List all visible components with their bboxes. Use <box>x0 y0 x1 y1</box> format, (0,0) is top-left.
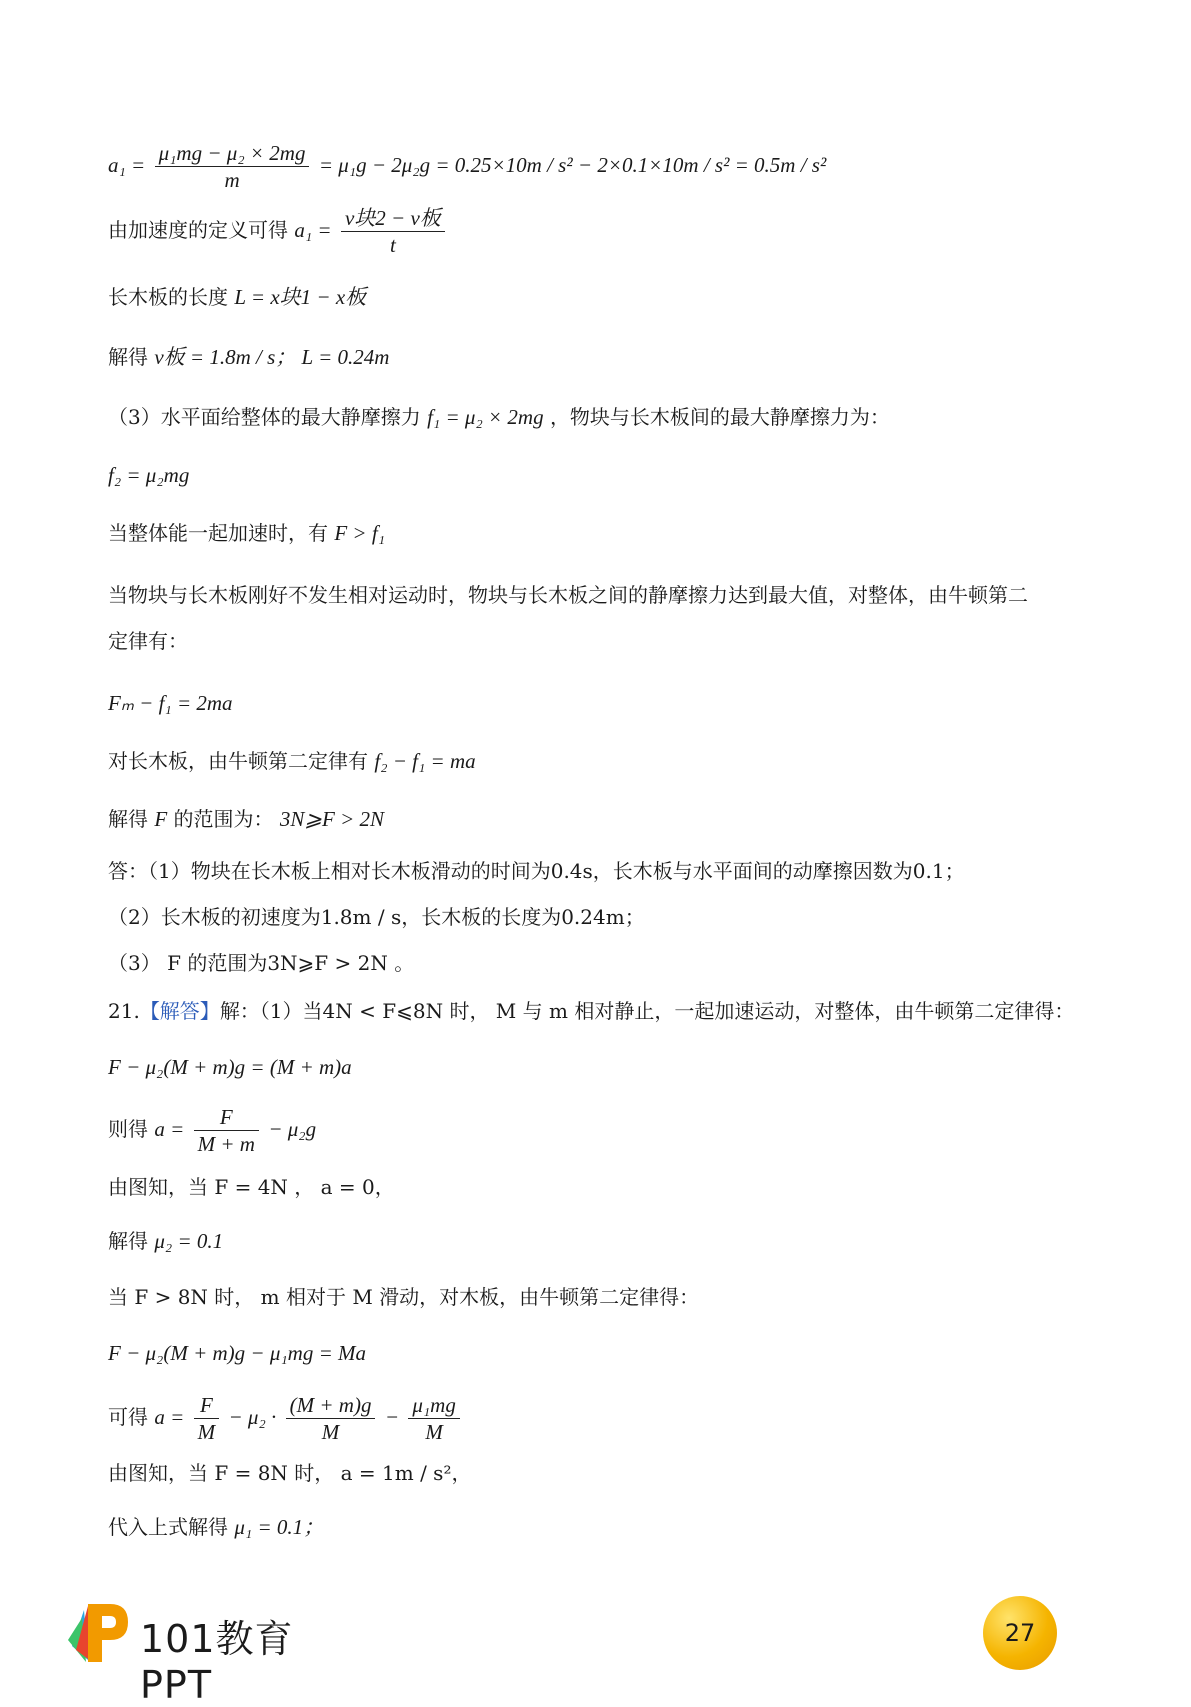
text: 当 F > 8N 时， m 相对于 M 滑动，对木板，由牛顿第二定律得： <box>108 1285 700 1309</box>
fraction-denominator: M + m <box>197 1132 255 1156</box>
fraction-numerator: v块2 − v板 <box>341 205 445 232</box>
math: L = x块1 − x板 <box>234 285 367 309</box>
text: （2）长木板的初速度为1.8m / s，长木板的长度为0.24m； <box>108 905 645 929</box>
fraction-denominator: m <box>224 168 240 192</box>
text: 定律有： <box>108 629 188 653</box>
fraction-numerator: μ₁mg − μ₂ × 2mg <box>155 140 310 167</box>
eq-lhs: a = <box>154 1117 185 1141</box>
math: v板 = 1.8m / s； L = 0.24m <box>154 345 390 369</box>
fraction-denominator: M <box>197 1420 216 1444</box>
equation-a1 <box>108 140 826 193</box>
text: 答：（1）物块在长木板上相对长木板滑动的时间为0.4s，长木板与水平面间的动摩擦因数为0.1； <box>108 859 965 883</box>
math: F > f₁ <box>334 521 385 545</box>
line-q21-mu2 <box>108 1226 223 1256</box>
logo-icon <box>64 1600 134 1666</box>
line-fm-equation <box>108 688 233 718</box>
logo-text: 101教育PPT <box>140 1617 294 1707</box>
line-q21-from-graph-2 <box>108 1458 471 1488</box>
text: 代入上式解得 <box>108 1515 228 1539</box>
line-q21-a <box>108 1104 316 1157</box>
fraction-numerator: (M + m)g <box>286 1392 376 1419</box>
fraction-numerator: μ₁mg <box>408 1392 460 1419</box>
math: − <box>384 1405 399 1429</box>
eq-lhs: a = <box>154 1405 185 1429</box>
fraction <box>194 1104 259 1157</box>
text: 由图知，当 F = 8N 时， a = 1m / s²， <box>108 1461 472 1485</box>
text: 解得 <box>108 807 148 831</box>
fraction <box>408 1392 460 1445</box>
text: 可得 <box>108 1405 148 1429</box>
math: 3N⩾F > 2N <box>279 807 385 831</box>
text: 当物块与长木板刚好不发生相对运动时，物块与长木板之间的静摩擦力达到最大值，对整体，由牛顿第二 <box>108 583 1028 607</box>
text: 由图知，当 F = 4N ， a = 0， <box>108 1175 395 1199</box>
text: 则得 <box>108 1117 148 1141</box>
line-q21-eq1 <box>108 1052 352 1082</box>
text: （3） F 的范围为3N⩾F > 2N 。 <box>108 951 415 975</box>
fraction-numerator: F <box>194 1104 259 1131</box>
eq-rhs: = μ₁g − 2μ₂g = 0.25×10m / s² − 2×0.1×10m / s² = 0.5m / s² <box>318 153 827 177</box>
page-number-badge <box>983 1596 1057 1670</box>
math: F − μ₂(M + m)g − μ₁mg = Ma <box>108 1341 366 1365</box>
fraction-denominator: t <box>389 233 396 257</box>
math: F <box>154 807 168 831</box>
line-board-newton <box>108 746 476 776</box>
line-q21-eq2 <box>108 1338 366 1368</box>
line-q21-from-graph-1 <box>108 1172 395 1202</box>
math: μ₁ = 0.1； <box>234 1515 325 1539</box>
line-board-length <box>108 282 366 312</box>
line-part3-max-friction <box>108 402 890 432</box>
line-solution <box>108 342 389 372</box>
page-number: 27 <box>1004 1619 1036 1647</box>
math: f₂ = μ₂mg <box>108 463 190 487</box>
question-21-heading <box>108 996 1074 1026</box>
answer-1 <box>108 856 965 886</box>
text: 当整体能一起加速时，有 <box>108 521 328 545</box>
math: f₂ − f₁ = ma <box>374 749 476 773</box>
fraction <box>286 1392 376 1445</box>
math: − μ₂ · <box>228 1405 277 1429</box>
text: ，物块与长木板间的最大静摩擦力为： <box>549 405 890 429</box>
fraction-denominator: M <box>321 1420 340 1444</box>
eq-lhs: a₁ = <box>108 153 146 177</box>
line-q21-slide <box>108 1282 699 1312</box>
fraction <box>194 1392 220 1445</box>
line-q21-a2 <box>108 1392 463 1445</box>
eq-lhs: a₁ = <box>294 218 332 242</box>
math: F − μ₂(M + m)g = (M + m)a <box>108 1055 352 1079</box>
line-law <box>108 626 188 656</box>
line-accelerate-together <box>108 518 385 548</box>
fraction <box>155 140 310 193</box>
eq-rhs: − μ₂g <box>268 1117 317 1141</box>
fraction-numerator: F <box>194 1392 220 1419</box>
question-number: 21. <box>108 999 140 1023</box>
answer-2 <box>108 902 645 932</box>
line-no-relative-motion <box>108 580 1028 610</box>
text: 解得 <box>108 1229 148 1253</box>
text: 对长木板，由牛顿第二定律有 <box>108 749 368 773</box>
text: （3）水平面给整体的最大静摩擦力 <box>108 405 421 429</box>
text: 长木板的长度 <box>108 285 228 309</box>
text: 解得 <box>108 345 148 369</box>
line-f2 <box>108 460 189 490</box>
math: μ₂ = 0.1 <box>154 1229 224 1253</box>
line-f-range <box>108 804 384 834</box>
line-accel-definition <box>108 205 448 258</box>
fraction-denominator: M <box>425 1420 443 1444</box>
line-q21-mu1 <box>108 1512 324 1542</box>
math: f₁ = μ₂ × 2mg <box>427 405 544 429</box>
text: 解：（1）当4N < F⩽8N 时， M 与 m 相对静止，一起加速运动，对整体，由牛顿第二定律得： <box>219 999 1075 1023</box>
math: Fₘ − f₁ = 2ma <box>108 691 233 715</box>
answer-tag: 【解答】 <box>139 999 220 1023</box>
text: 的范围为： <box>173 807 274 831</box>
fraction <box>341 205 445 258</box>
brand-logo <box>64 1600 364 1707</box>
text: 由加速度的定义可得 <box>108 218 288 242</box>
answer-3 <box>108 948 414 978</box>
